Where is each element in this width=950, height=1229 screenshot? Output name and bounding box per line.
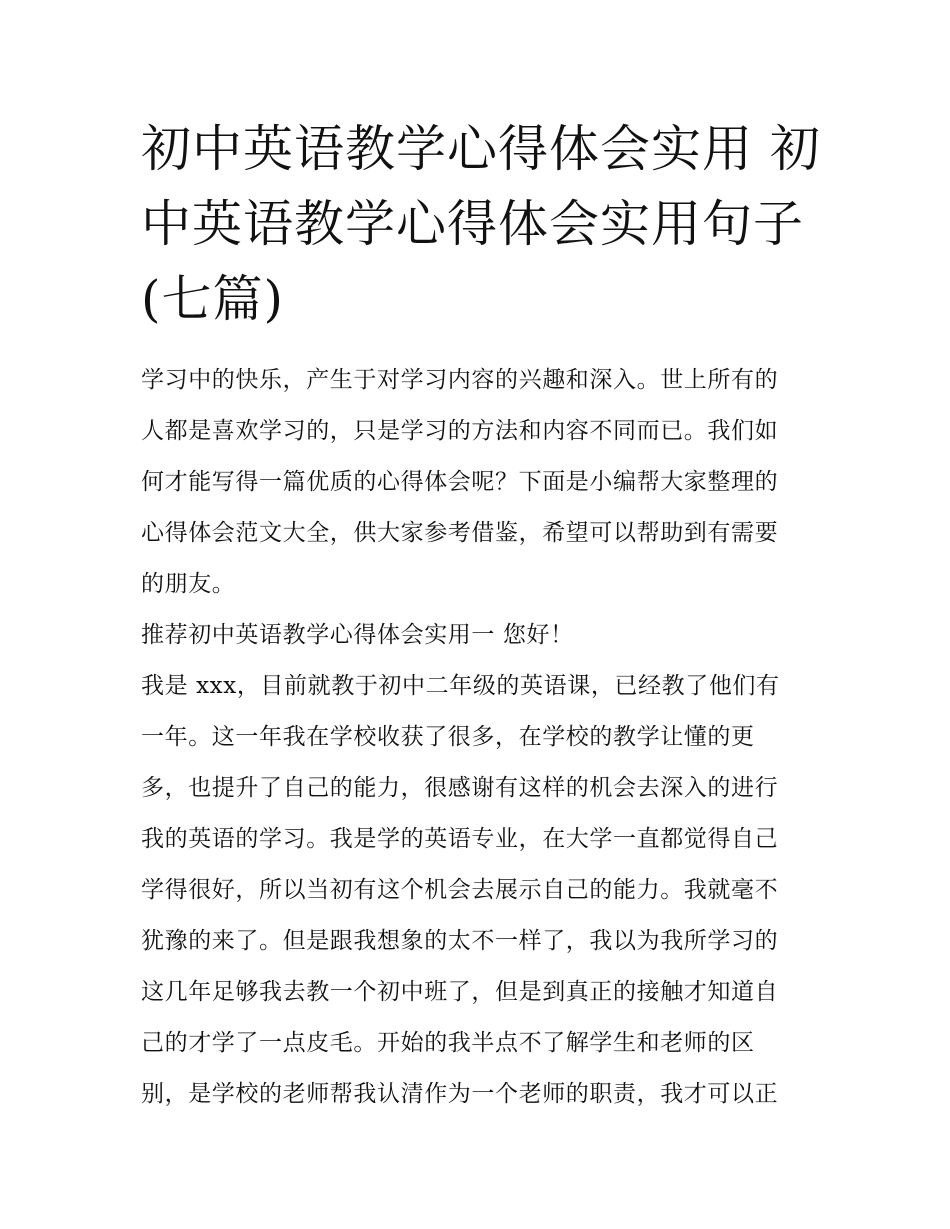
section-heading-line: 推荐初中英语教学心得体会实用一 您好！ xyxy=(141,622,574,648)
body-line-1: 学习中的快乐，产生于对学习内容的兴趣和深入。世上所有的 xyxy=(141,367,779,393)
body-line-15: 别，是学校的老师帮我认清作为一个老师的职责，我才可以正 xyxy=(141,1081,779,1107)
body-line-7: 我是 xxx，目前就教于初中二年级的英语课，已经教了他们有 xyxy=(141,673,780,699)
title-line-3: (七篇) xyxy=(141,270,285,328)
title-line-2: 中英语教学心得体会实用句子 xyxy=(141,195,804,253)
body-line-14: 己的才学了一点皮毛。开始的我半点不了解学生和老师的区 xyxy=(141,1030,755,1056)
body-line-2: 人都是喜欢学习的，只是学习的方法和内容不同而已。我们如 xyxy=(141,418,779,444)
body-line-12: 犹豫的来了。但是跟我想象的太不一样了，我以为我所学习的 xyxy=(141,928,779,954)
body-line-9: 多，也提升了自己的能力，很感谢有这样的机会去深入的进行 xyxy=(141,775,779,801)
title-line-1: 初中英语教学心得体会实用 初 xyxy=(141,120,821,178)
document-body xyxy=(141,355,821,1120)
body-line-10: 我的英语的学习。我是学的英语专业，在大学一直都觉得自己 xyxy=(141,826,779,852)
body-line-13: 这几年足够我去教一个初中班了，但是到真正的接触才知道自 xyxy=(141,979,779,1005)
body-line-3: 何才能写得一篇优质的心得体会呢？下面是小编帮大家整理的 xyxy=(141,469,779,495)
body-line-5: 的朋友。 xyxy=(141,571,236,597)
body-line-8: 一年。这一年我在学校收获了很多，在学校的教学让懂的更 xyxy=(141,724,755,750)
body-line-11: 学得很好，所以当初有这个机会去展示自己的能力。我就毫不 xyxy=(141,877,779,903)
body-line-4: 心得体会范文大全，供大家参考借鉴，希望可以帮助到有需要 xyxy=(141,520,779,546)
document-title xyxy=(141,112,821,337)
